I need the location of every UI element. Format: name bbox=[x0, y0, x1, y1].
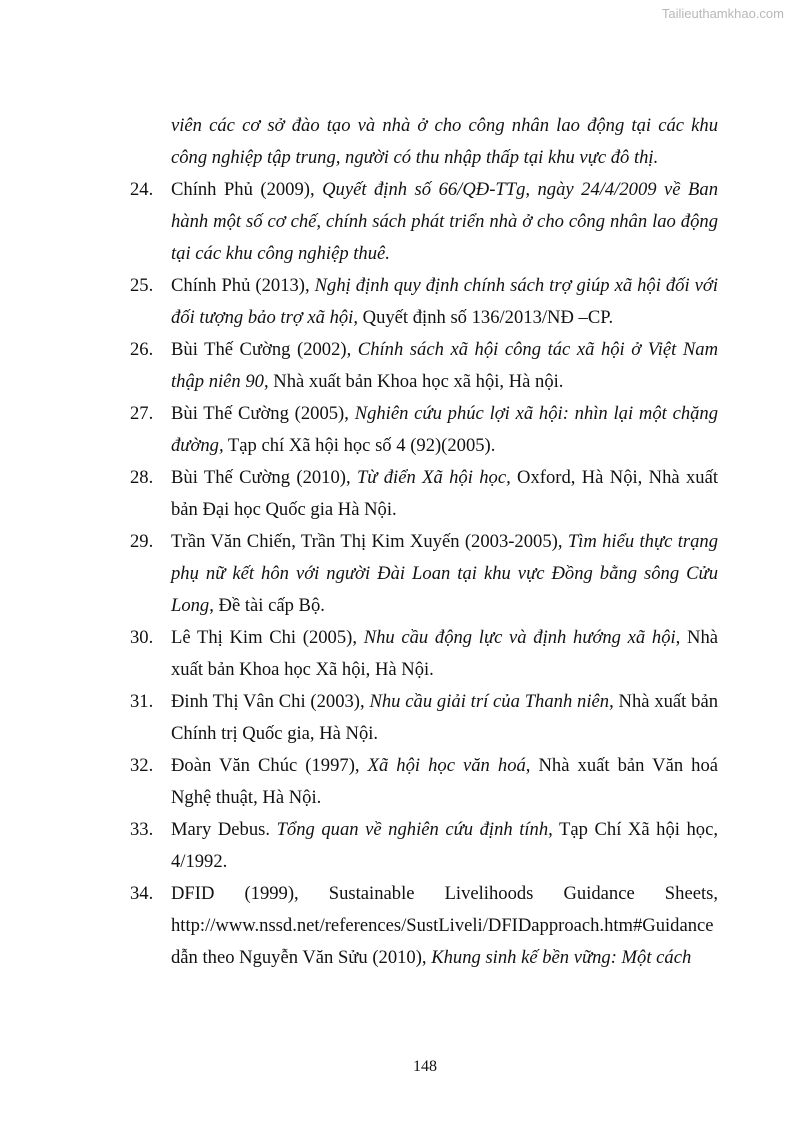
reference-text: Chính Phủ (2009), bbox=[171, 179, 323, 200]
page-number: 148 bbox=[413, 1058, 437, 1075]
reference-item bbox=[130, 270, 718, 334]
reference-number: 31. bbox=[130, 691, 154, 712]
reference-text: Tạp Chí Xã hội học, 4/1992. bbox=[171, 819, 718, 872]
reference-title: Từ điển Xã hội học, bbox=[356, 467, 511, 488]
reference-title: viên các cơ sở đào tạo và nhà ở cho công nhân lao động tại các khu công nghiệp tập trung, người có thu nhập thấp tại khu vực đô thị. bbox=[171, 115, 718, 168]
reference-number: 28. bbox=[130, 467, 154, 488]
watermark: Tailieuthamkhao.com bbox=[661, 6, 784, 21]
reference-text: , Đề tài cấp Bộ. bbox=[209, 595, 325, 616]
reference-title: Khung sinh kế bền vững: Một cách bbox=[431, 947, 692, 968]
reference-title: Nhu cầu giải trí của Thanh niên bbox=[369, 691, 610, 712]
reference-title: Nhu cầu động lực và định hướng xã hội bbox=[363, 627, 676, 648]
reference-number: 27. bbox=[130, 403, 154, 424]
reference-item bbox=[130, 814, 718, 878]
reference-title: Tổng quan về nghiên cứu định tính, bbox=[276, 819, 553, 840]
reference-text: Trần Văn Chiến, Trần Thị Kim Xuyến (2003-2005), bbox=[171, 531, 568, 552]
reference-text: , Nhà xuất bản Khoa học xã hội, Hà nội. bbox=[263, 371, 564, 392]
reference-number: 24. bbox=[130, 179, 154, 200]
reference-title: Nghiên cứu phúc lợi xã hội: nhìn lại một chặng đường, bbox=[171, 403, 719, 456]
reference-number: 33. bbox=[130, 819, 154, 840]
reference-title: Tìm hiểu thực trạng phụ nữ kết hôn với người Đài Loan tại khu vực Đồng bằng sông Cửu Long bbox=[171, 531, 718, 616]
reference-number: 34. bbox=[130, 883, 154, 904]
reference-text: Chính Phủ (2013), bbox=[171, 275, 315, 296]
reference-item bbox=[130, 686, 718, 750]
reference-item bbox=[130, 526, 718, 622]
reference-number: 26. bbox=[130, 339, 154, 360]
reference-text: Đinh Thị Vân Chi (2003), bbox=[171, 691, 370, 712]
reference-item bbox=[130, 334, 718, 398]
reference-text: Tạp chí Xã hội học số 4 (92)(2005). bbox=[223, 435, 496, 456]
reference-number: 32. bbox=[130, 755, 154, 776]
reference-title: Nghị định quy định chính sách trợ giúp xã hội đối với đối tượng bảo trợ xã hội, bbox=[171, 275, 718, 328]
reference-text: Oxford, Hà Nội, Nhà xuất bản Đại học Quốc gia Hà Nội. bbox=[171, 467, 718, 520]
reference-text: Bùi Thế Cường (2005), bbox=[171, 403, 355, 424]
reference-item bbox=[130, 110, 718, 174]
reference-item bbox=[130, 622, 718, 686]
reference-text: Bùi Thế Cường (2002), bbox=[171, 339, 358, 360]
reference-text: , Nhà xuất bản Chính trị Quốc gia, Hà Nội. bbox=[171, 691, 719, 744]
reference-item bbox=[130, 462, 718, 526]
reference-text: Mary Debus. bbox=[171, 819, 277, 840]
reference-item bbox=[130, 174, 718, 270]
reference-item bbox=[130, 750, 718, 814]
reference-item bbox=[130, 398, 718, 462]
reference-text: Đoàn Văn Chúc (1997), bbox=[171, 755, 368, 776]
reference-text: Quyết định số 136/2013/NĐ –CP. bbox=[358, 307, 614, 328]
reference-text: , Nhà xuất bản Văn hoá Nghệ thuật, Hà Nội. bbox=[171, 755, 719, 808]
reference-number: 30. bbox=[130, 627, 154, 648]
reference-number: 25. bbox=[130, 275, 154, 296]
reference-text: , Nhà xuất bản Khoa học Xã hội, Hà Nội. bbox=[171, 627, 718, 680]
reference-title: Xã hội học văn hoá bbox=[367, 755, 526, 776]
reference-title: Chính sách xã hội công tác xã hội ở Việt Nam thập niên 90 bbox=[171, 339, 718, 392]
reference-list bbox=[130, 110, 718, 974]
reference-title: Quyết định số 66/QĐ-TTg, ngày 24/4/2009 về Ban hành một số cơ chế, chính sách phát triển nhà ở cho công nhân lao động tại các khu công nghiệp thuê. bbox=[171, 179, 718, 264]
reference-text: Bùi Thế Cường (2010), bbox=[171, 467, 357, 488]
reference-item bbox=[130, 878, 718, 974]
reference-number: 29. bbox=[130, 531, 154, 552]
reference-text: DFID (1999), Sustainable Livelihoods Guidance Sheets, http://www.nssd.net/references/SustLiveli/DFIDapproach.htm#Guidance dẫn theo Nguyễn Văn Sửu (2010), bbox=[171, 883, 718, 968]
reference-text: Lê Thị Kim Chi (2005), bbox=[171, 627, 364, 648]
